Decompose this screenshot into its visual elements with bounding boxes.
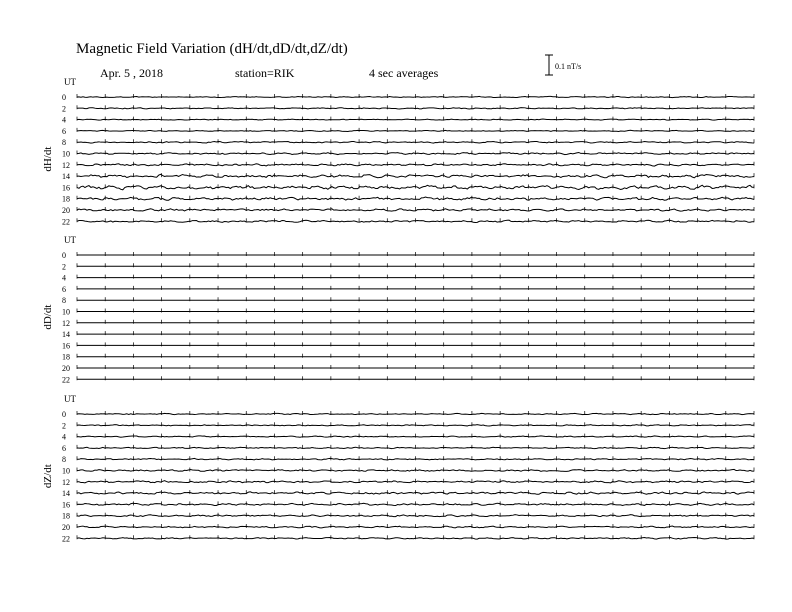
trace-row (62, 364, 754, 373)
panel-dhdt (42, 77, 754, 226)
row-hour-label: 22 (62, 375, 70, 385)
station-label: station=RIK (235, 66, 295, 80)
row-hour-label: 14 (62, 489, 70, 499)
panels (42, 77, 754, 543)
trace-row (62, 262, 754, 271)
row-hour-label: 2 (62, 262, 66, 272)
row-hour-label: 14 (62, 172, 70, 182)
trace-row (62, 161, 754, 170)
row-hour-label: 16 (62, 183, 70, 193)
component-label: dD/dt (42, 304, 54, 330)
trace-row (62, 534, 754, 543)
averaging-label: 4 sec averages (369, 66, 439, 80)
trace-row (62, 138, 754, 147)
row-hour-label: 12 (62, 477, 70, 487)
date-label: Apr. 5 , 2018 (100, 66, 163, 80)
trace-row (62, 523, 754, 532)
scale-bar (545, 55, 581, 75)
row-hour-label: 22 (62, 534, 70, 544)
component-label: dH/dt (42, 146, 54, 172)
trace-row (62, 341, 754, 350)
row-hour-label: 2 (62, 104, 66, 114)
row-hour-label: 8 (62, 138, 66, 148)
trace-row (62, 93, 754, 102)
row-hour-label: 10 (62, 466, 70, 476)
trace-row (62, 308, 754, 317)
row-hour-label: 22 (62, 217, 70, 227)
hour-axis-label: UT (64, 77, 76, 87)
trace-row (62, 410, 754, 419)
trace-row (62, 274, 754, 283)
figure-title: Magnetic Field Variation (dH/dt,dD/dt,dZ/dt) (76, 41, 348, 57)
trace-row (62, 330, 754, 339)
trace-row (62, 467, 754, 476)
trace-line (77, 413, 754, 414)
row-hour-label: 0 (62, 410, 66, 419)
row-hour-label: 16 (62, 341, 70, 351)
scale-bar-label: 0.1 nT/s (555, 62, 582, 71)
row-hour-label: 4 (62, 432, 66, 442)
row-hour-label: 12 (62, 160, 70, 170)
trace-row (62, 150, 754, 159)
trace-row (62, 285, 754, 294)
trace-row (62, 353, 754, 362)
trace-row (62, 512, 754, 521)
trace-line (77, 119, 754, 120)
trace-row (62, 500, 754, 509)
trace-row (62, 296, 754, 305)
trace-row (62, 444, 754, 453)
trace-row (62, 433, 754, 442)
row-hour-label: 14 (62, 330, 70, 340)
trace-row (62, 421, 754, 430)
hour-axis-label: UT (64, 394, 76, 404)
row-hour-label: 6 (62, 126, 66, 136)
trace-row (62, 478, 754, 487)
row-hour-label: 20 (62, 523, 70, 532)
row-hour-label: 0 (62, 251, 66, 260)
trace-row (62, 127, 754, 136)
trace-row (62, 217, 754, 226)
trace-row (62, 183, 754, 192)
row-hour-label: 4 (62, 273, 66, 283)
row-hour-label: 16 (62, 500, 70, 510)
row-hour-label: 10 (62, 307, 70, 317)
trace-row (62, 104, 754, 113)
trace-line (77, 96, 754, 97)
row-hour-label: 6 (62, 284, 66, 294)
trace-row (62, 489, 754, 498)
trace-row (62, 172, 754, 181)
row-hour-label: 20 (62, 364, 70, 373)
row-hour-label: 18 (62, 194, 70, 204)
panel-dddt (42, 235, 754, 384)
trace-row (62, 195, 754, 204)
row-hour-label: 6 (62, 443, 66, 453)
trace-row (62, 206, 754, 215)
row-hour-label: 2 (62, 421, 66, 431)
row-hour-label: 8 (62, 455, 66, 465)
row-hour-label: 0 (62, 93, 66, 102)
panel-dzdt (42, 394, 754, 543)
row-hour-label: 4 (62, 115, 66, 125)
trace-row (62, 116, 754, 125)
row-hour-label: 20 (62, 206, 70, 215)
hour-axis-label: UT (64, 235, 76, 245)
row-hour-label: 18 (62, 511, 70, 521)
trace-row (62, 319, 754, 328)
row-hour-label: 12 (62, 318, 70, 328)
component-label: dZ/dt (42, 464, 54, 489)
trace-row (62, 251, 754, 260)
row-hour-label: 8 (62, 296, 66, 306)
row-hour-label: 10 (62, 149, 70, 159)
trace-row (62, 375, 754, 384)
trace-row (62, 455, 754, 464)
row-hour-label: 18 (62, 352, 70, 362)
